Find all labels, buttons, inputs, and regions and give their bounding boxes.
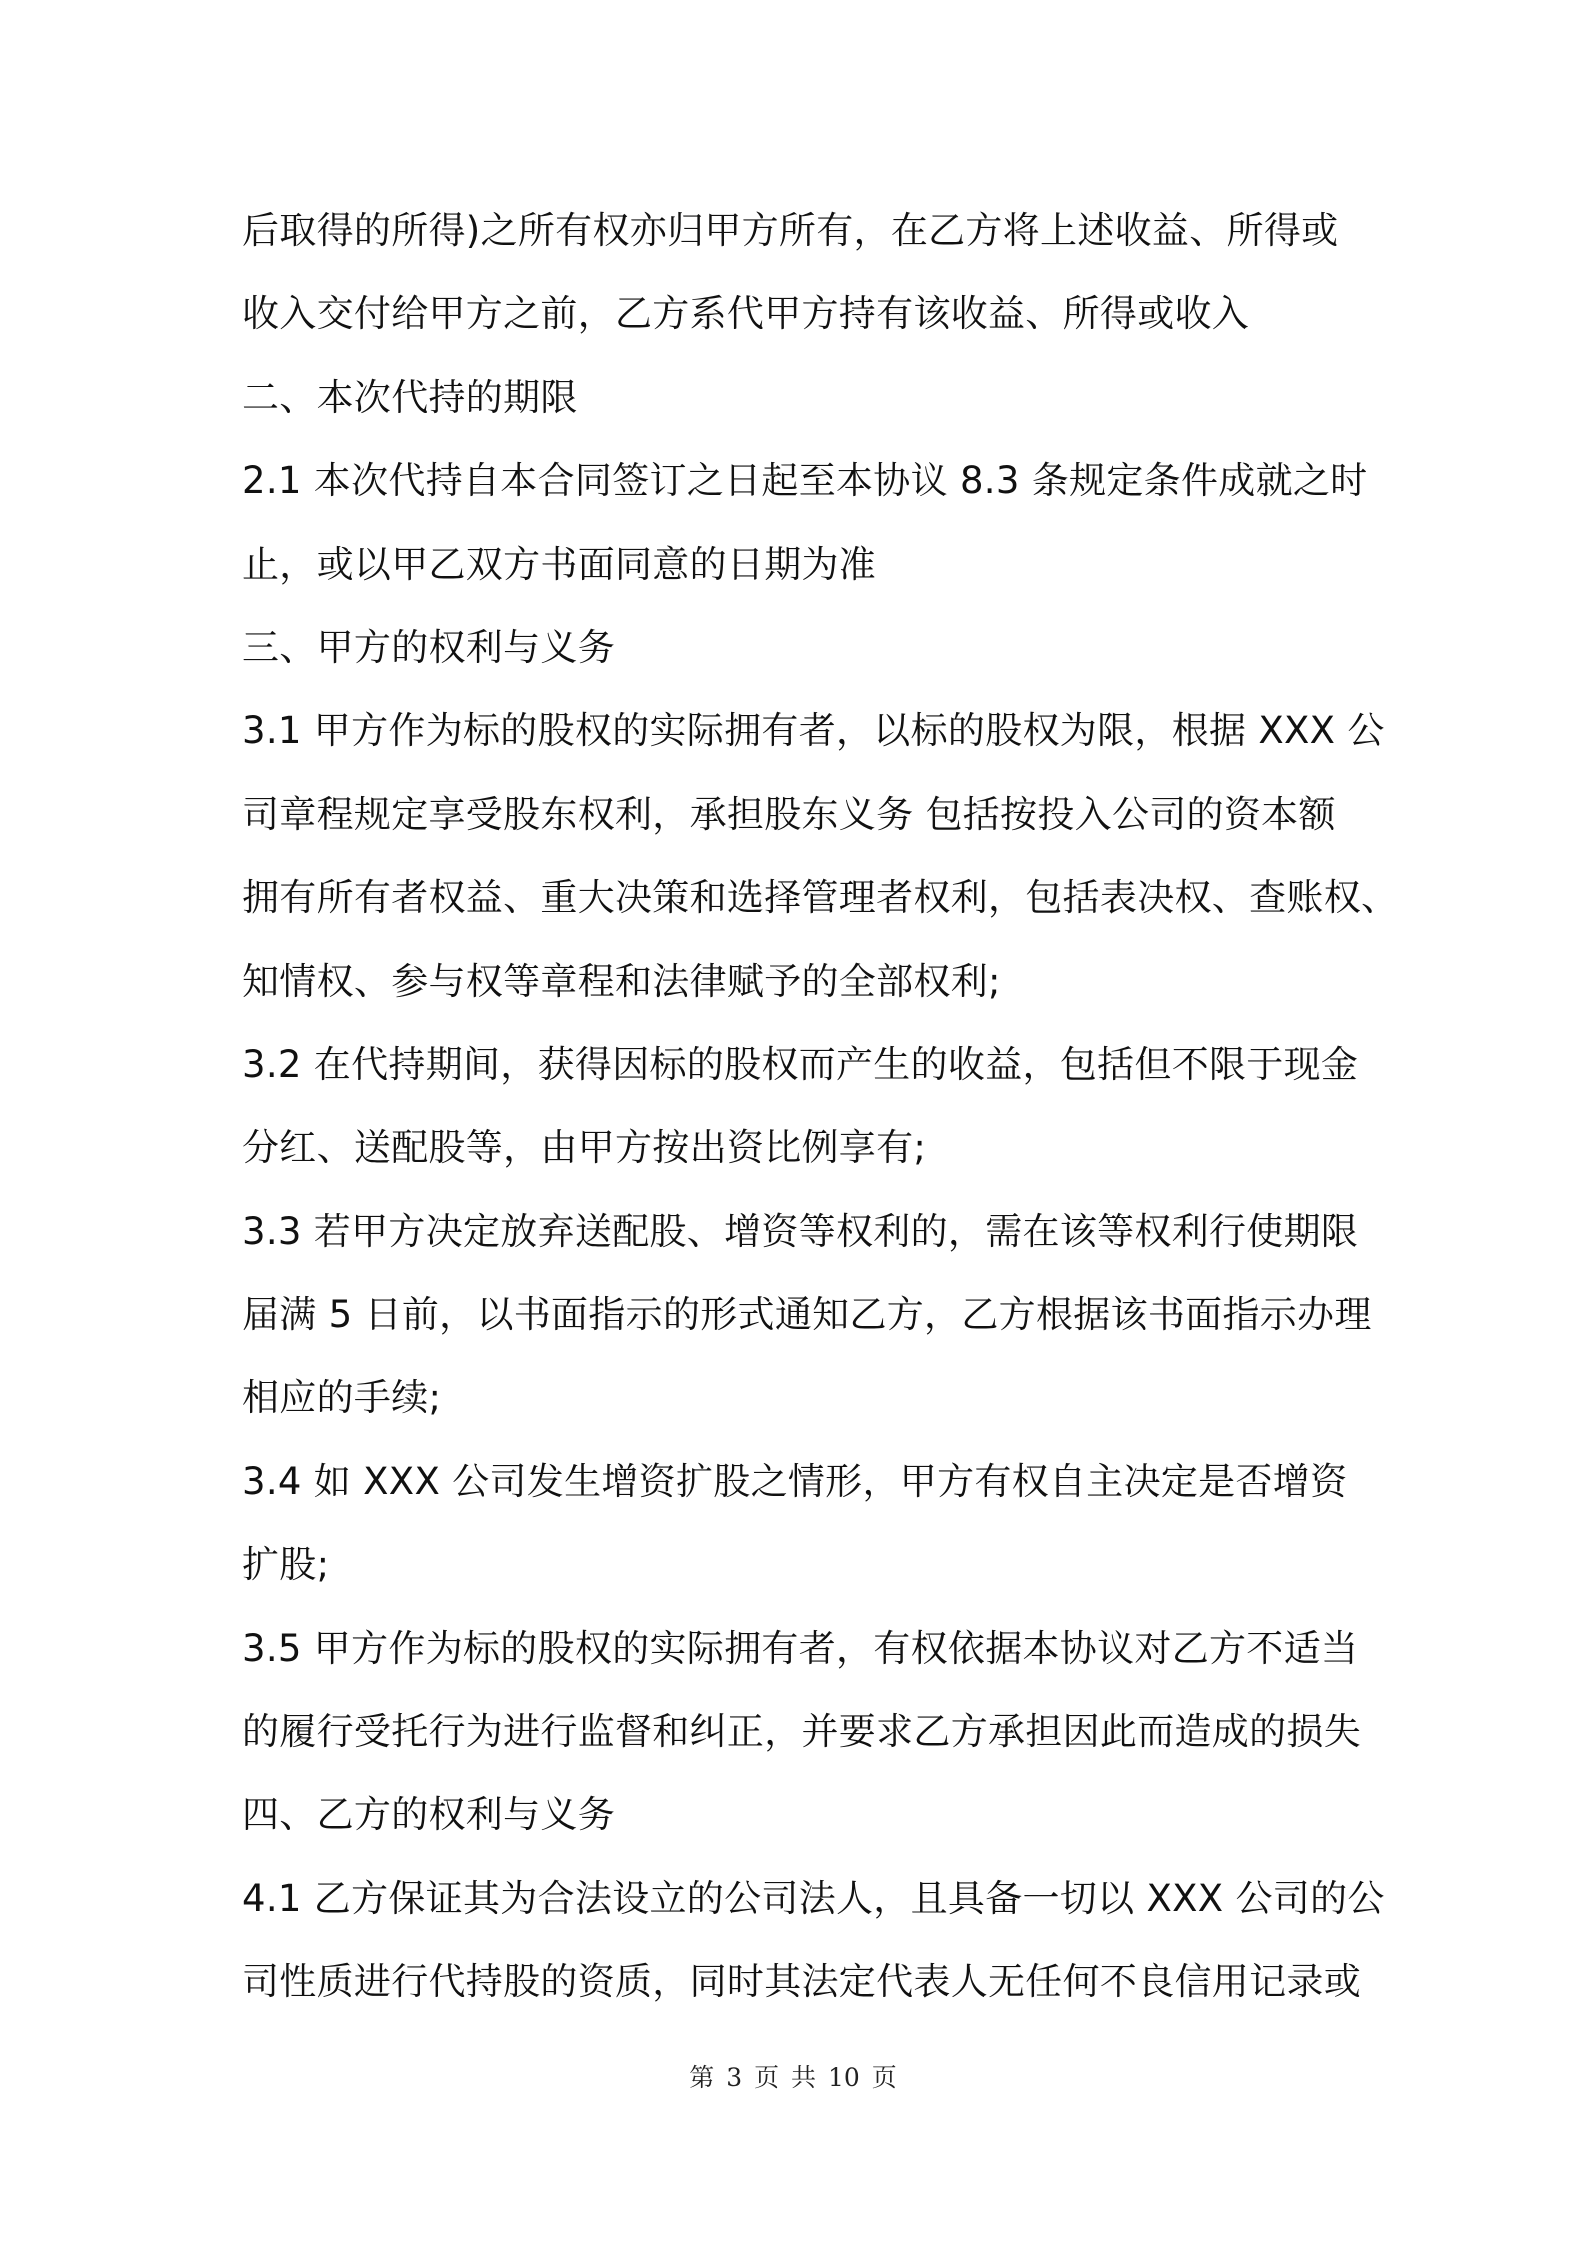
text-line: 扩股; <box>242 1543 330 1587</box>
text-line: 3.1 甲方作为标的股权的实际拥有者，以标的股权为限，根据 XXX 公 <box>242 709 1385 753</box>
document-body <box>242 196 1399 2031</box>
text-line: 知情权、参与权等章程和法律赋予的全部权利; <box>242 959 1001 1003</box>
page-number-footer: 第 3 页 共 10 页 <box>689 2063 897 2092</box>
text-line: 司性质进行代持股的资质，同时其法定代表人无任何不良信用记录或 <box>242 1960 1361 2004</box>
text-line: 相应的手续; <box>242 1376 442 1420</box>
text-line: 届满 5 日前，以书面指示的形式通知乙方，乙方根据该书面指示办理 <box>242 1293 1372 1337</box>
text-line: 3.3 若甲方决定放弃送配股、增资等权利的，需在该等权利行使期限 <box>242 1209 1359 1253</box>
text-line: 4.1 乙方保证其为合法设立的公司法人，且具备一切以 XXX 公司的公 <box>242 1876 1385 1920</box>
text-line: 后取得的所得)之所有权亦归甲方所有，在乙方将上述收益、所得或 <box>242 209 1339 252</box>
section-heading: 三、甲方的权利与义务 <box>242 625 615 669</box>
text-line: 拥有所有者权益、重大决策和选择管理者权利，包括表决权、查账权、 <box>242 876 1399 920</box>
text-line: 2.1 本次代持自本合同签订之日起至本协议 8.3 条规定条件成就之时 <box>242 459 1368 503</box>
section-heading: 二、本次代持的期限 <box>242 375 578 419</box>
text-line: 止，或以甲乙双方书面同意的日期为准 <box>242 542 877 586</box>
text-line: 收入交付给甲方之前，乙方系代甲方持有该收益、所得或收入 <box>242 292 1250 336</box>
section-heading: 四、乙方的权利与义务 <box>242 1793 615 1837</box>
text-line: 分红、送配股等，由甲方按出资比例享有; <box>242 1126 927 1170</box>
text-line: 的履行受托行为进行监督和纠正，并要求乙方承担因此而造成的损失 <box>242 1710 1361 1754</box>
text-line: 3.2 在代持期间，获得因标的股权而产生的收益，包括但不限于现金 <box>242 1042 1359 1086</box>
text-line: 3.5 甲方作为标的股权的实际拥有者，有权依据本协议对乙方不适当 <box>242 1626 1359 1670</box>
text-line: 3.4 如 XXX 公司发生增资扩股之情形，甲方有权自主决定是否增资 <box>242 1459 1348 1503</box>
text-line: 司章程规定享受股东权利，承担股东义务 包括按投入公司的资本额 <box>242 792 1336 836</box>
